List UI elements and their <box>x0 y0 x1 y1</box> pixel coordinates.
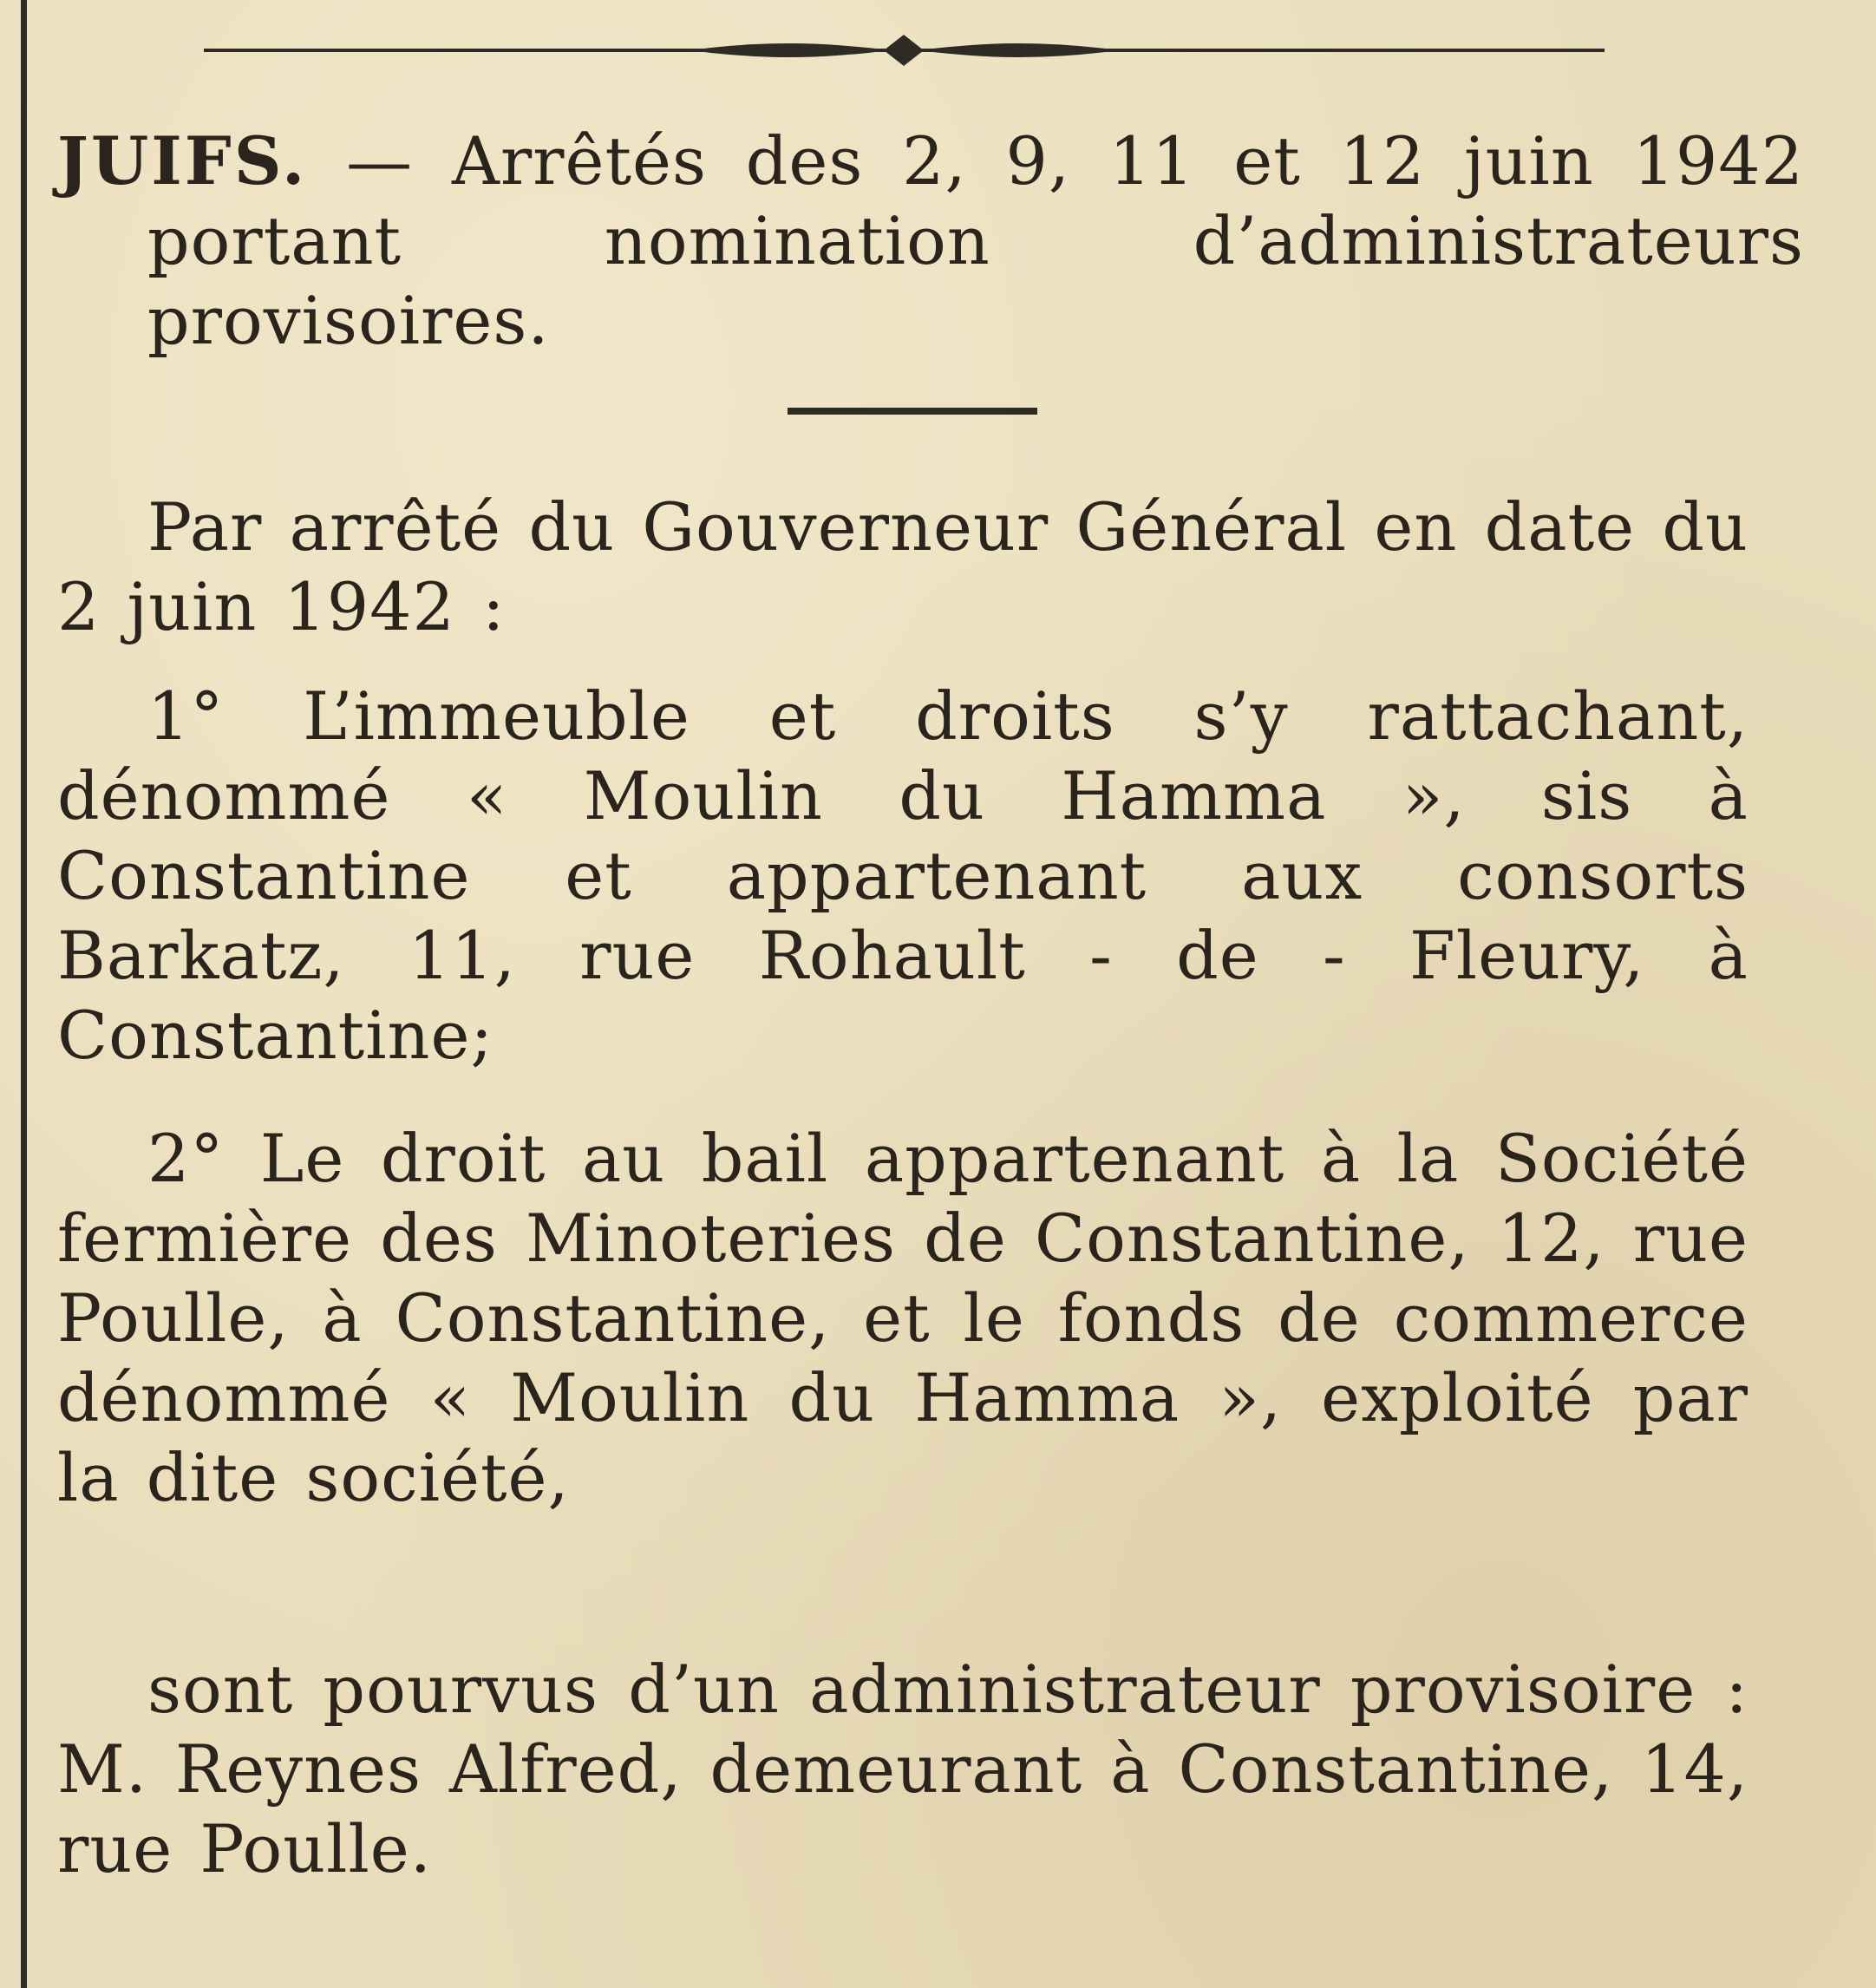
notice-heading <box>57 121 1804 361</box>
paragraph-item-2: 2° Le droit au bail appartenant à la Société fermière des Minoteries de Constantine, 12, rue Poulle, à Constantine, et le fonds de commerce dénommé « Moulin du Hamma », exploité par la dite société, <box>57 1120 1749 1516</box>
heading-keyword: JUIFS. <box>57 122 308 199</box>
heading-text: — Arrêtés des 2, 9, 11 et 12 juin 1942 portant nomination d’administrateurs provisoires. <box>147 122 1804 359</box>
paragraph-intro: Par arrêté du Gouverneur Général en date du 2 juin 1942 : <box>57 488 1749 645</box>
paragraph-item-1: 1° L’immeuble et droits s’y rattachant, dénommé « Moulin du Hamma », sis à Constantine et appartenant aux consorts Barkatz, 11, rue Rohault - de - Fleury, à Constantine; <box>57 677 1749 1074</box>
ornamental-rule <box>204 33 1605 68</box>
paragraph-conclusion: sont pourvus d’un administrateur provisoire : M. Reynes Alfred, demeurant à Constantine, 14, rue Poulle. <box>57 1651 1749 1887</box>
section-divider <box>788 408 1037 415</box>
column-rule <box>21 0 27 1988</box>
